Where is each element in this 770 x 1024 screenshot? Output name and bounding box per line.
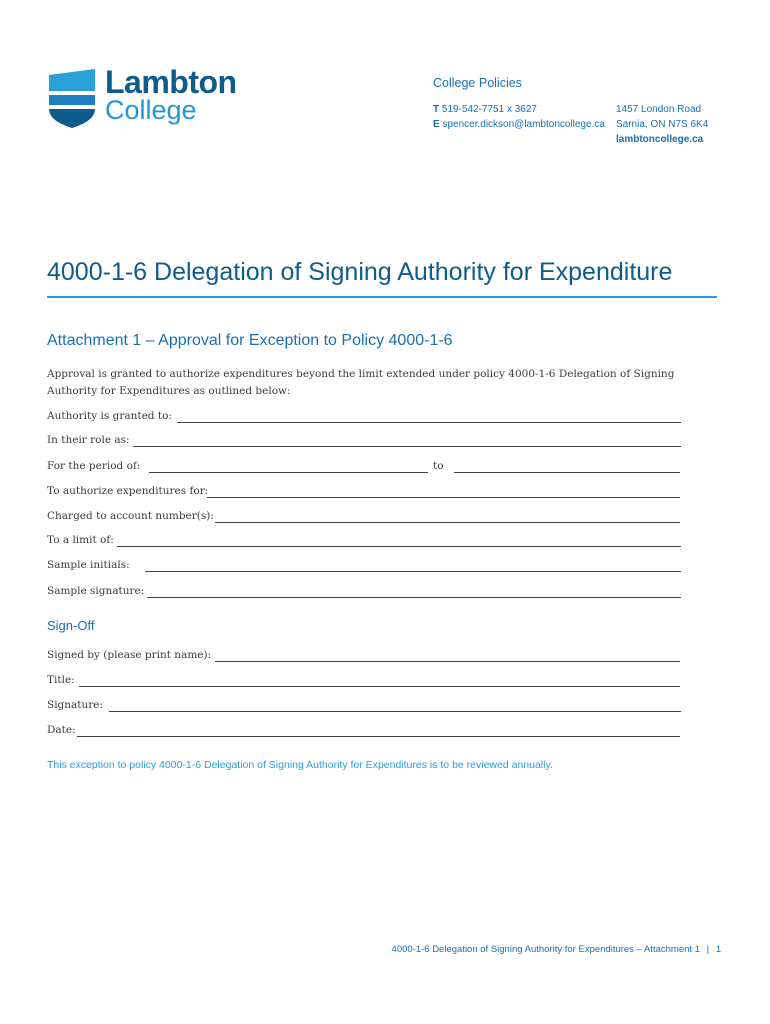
blank-line[interactable] bbox=[117, 546, 681, 547]
field-label: Sample initials: bbox=[47, 559, 130, 571]
title-divider bbox=[47, 296, 717, 298]
field-label: Signature: bbox=[47, 699, 104, 711]
period-end-blank[interactable] bbox=[454, 472, 680, 473]
field-label: Charged to account number(s): bbox=[47, 510, 214, 522]
blank-line[interactable] bbox=[215, 522, 680, 523]
phone-line bbox=[433, 104, 537, 115]
field-label: Signed by (please print name): bbox=[47, 649, 212, 661]
page-title: 4000-1-6 Delegation of Signing Authority for Expenditure bbox=[47, 258, 673, 286]
field-label: In their role as: bbox=[47, 434, 130, 446]
brand-name-sub: College bbox=[105, 95, 197, 125]
website-link[interactable]: lambtoncollege.ca bbox=[616, 134, 704, 145]
brand-name-main: Lambton bbox=[105, 64, 237, 100]
signoff-heading: Sign-Off bbox=[47, 618, 95, 633]
email-line bbox=[433, 119, 605, 130]
field-label: For the period of: bbox=[47, 460, 141, 472]
phone-prefix: T bbox=[433, 104, 440, 115]
review-note: This exception to policy 4000-1-6 Delegation of Signing Authority for Expenditures is to be reviewed annually. bbox=[47, 759, 553, 771]
field-label: To authorize expenditures for: bbox=[47, 485, 209, 497]
intro-paragraph: Approval is granted to authorize expenditures beyond the limit extended under policy 4000-1-6 Delegation of Signing Authority for Expenditures as outlined below: bbox=[47, 368, 675, 397]
section-label: College Policies bbox=[433, 76, 522, 90]
address-line-2: Sarnia, ON N7S 6K4 bbox=[616, 119, 709, 130]
phone-number: 519-542-7751 x 3627 bbox=[441, 104, 537, 115]
blank-line[interactable] bbox=[215, 661, 680, 662]
field-label: Date: bbox=[47, 724, 76, 736]
field-label: Title: bbox=[47, 674, 75, 686]
footer-text: 4000-1-6 Delegation of Signing Authority for Expenditures – Attachment 1 bbox=[391, 944, 700, 955]
page-number: 1 bbox=[715, 944, 721, 955]
blank-line[interactable] bbox=[133, 446, 681, 447]
page-footer bbox=[392, 944, 721, 955]
lambton-college-logo bbox=[47, 64, 267, 132]
email-link[interactable]: spencer.dickson@lambtoncollege.ca bbox=[442, 119, 605, 130]
field-label: Sample signature: bbox=[47, 585, 145, 597]
period-start-blank[interactable] bbox=[149, 472, 428, 473]
blank-line[interactable] bbox=[207, 497, 680, 498]
address-line-1: 1457 London Road bbox=[616, 104, 702, 115]
lambton-shield-icon bbox=[47, 69, 97, 129]
footer-separator: | bbox=[706, 944, 710, 955]
field-label: Authority is granted to: bbox=[47, 410, 172, 422]
blank-line[interactable] bbox=[145, 571, 681, 572]
blank-line[interactable] bbox=[177, 422, 681, 423]
email-prefix: E bbox=[433, 119, 440, 130]
blank-line[interactable] bbox=[79, 686, 680, 687]
blank-line[interactable] bbox=[109, 711, 681, 712]
field-label: To a limit of: bbox=[47, 534, 114, 546]
attachment-heading: Attachment 1 – Approval for Exception to Policy 4000-1-6 bbox=[47, 332, 453, 349]
period-to-label: to bbox=[433, 460, 444, 472]
blank-line[interactable] bbox=[147, 597, 681, 598]
blank-line[interactable] bbox=[77, 736, 680, 737]
